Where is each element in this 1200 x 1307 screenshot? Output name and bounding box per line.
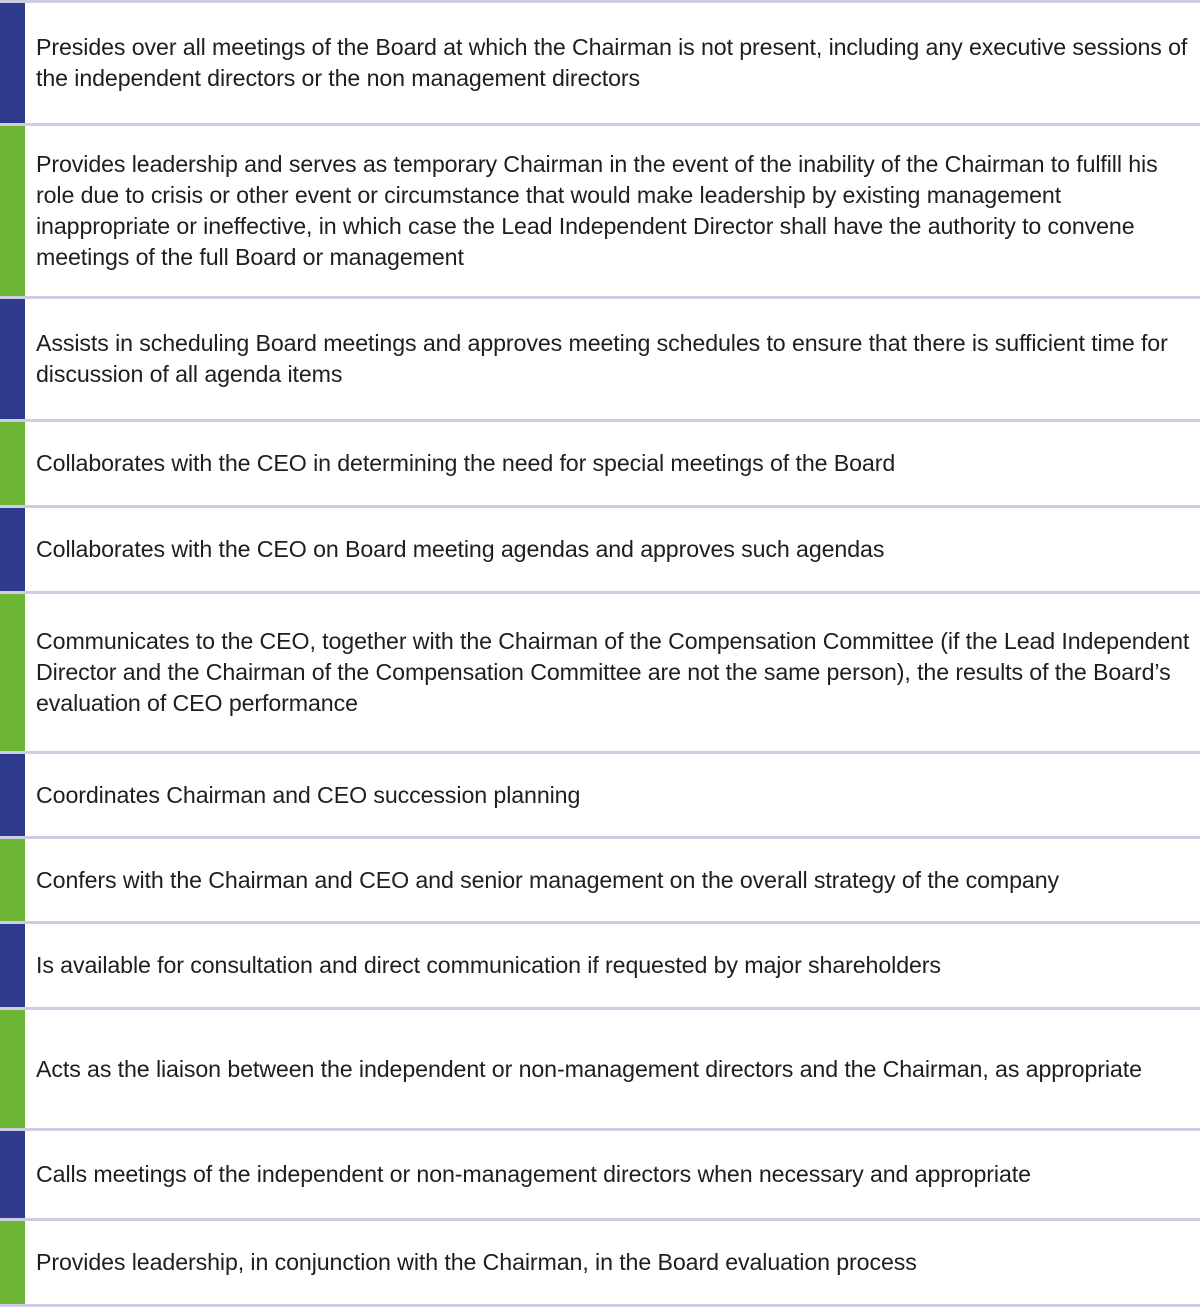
accent-bar <box>0 299 25 419</box>
accent-bar <box>0 126 25 296</box>
list-item <box>0 1131 1200 1221</box>
list-item <box>0 3 1200 126</box>
list-item <box>0 754 1200 839</box>
list-item <box>0 1010 1200 1131</box>
accent-bar <box>0 1221 25 1304</box>
list-item <box>0 422 1200 508</box>
item-text: Is available for consultation and direct communication if requested by major shareholders <box>36 952 941 978</box>
accent-bar <box>0 594 25 751</box>
item-text: Confers with the Chairman and CEO and senior management on the overall strategy of the company <box>36 866 1059 893</box>
item-text: Assists in scheduling Board meetings and approves meeting schedules to ensure that there is sufficient time for discussion of all agenda items <box>36 330 1168 387</box>
accent-bar <box>0 924 25 1007</box>
item-text: Collaborates with the CEO in determining the need for special meetings of the Board <box>36 450 896 476</box>
accent-bar <box>0 839 25 921</box>
accent-bar <box>0 754 25 836</box>
accent-bar <box>0 1010 25 1128</box>
list-item <box>0 839 1200 924</box>
list-item <box>0 126 1200 299</box>
item-text: Coordinates Chairman and CEO succession planning <box>36 781 581 808</box>
item-text: Communicates to the CEO, together with the Chairman of the Compensation Committee (if the Lead Independent Director and the Chairman of the Compensation Committee are not the same person), the results of the Board’s evaluation of CEO performance <box>36 628 1190 716</box>
list-item <box>0 1221 1200 1307</box>
item-text: Presides over all meetings of the Board at which the Chairman is not present, including any executive sessions of the independent directors or the non management directors <box>36 34 1188 91</box>
accent-bar <box>0 422 25 505</box>
item-text: Acts as the liaison between the independent or non-management directors and the Chairman, as appropriate <box>36 1055 1142 1082</box>
accent-bar <box>0 508 25 591</box>
list-item <box>0 508 1200 594</box>
list-item <box>0 594 1200 754</box>
list-item <box>0 299 1200 422</box>
item-text: Provides leadership and serves as temporary Chairman in the event of the inability of the Chairman to fulfill his role due to crisis or other event or circumstance that would make leadership by existing management inappropriate or ineffective, in which case the Lead Independent Director shall have the authority to convene meetings of the full Board or management <box>36 151 1158 270</box>
accent-bar <box>0 3 25 123</box>
accent-bar <box>0 1131 25 1218</box>
item-text: Calls meetings of the independent or non-management directors when necessary and appropriate <box>36 1161 1031 1187</box>
item-text: Provides leadership, in conjunction with the Chairman, in the Board evaluation process <box>36 1249 917 1275</box>
list-item <box>0 924 1200 1010</box>
item-text: Collaborates with the CEO on Board meeting agendas and approves such agendas <box>36 536 885 562</box>
